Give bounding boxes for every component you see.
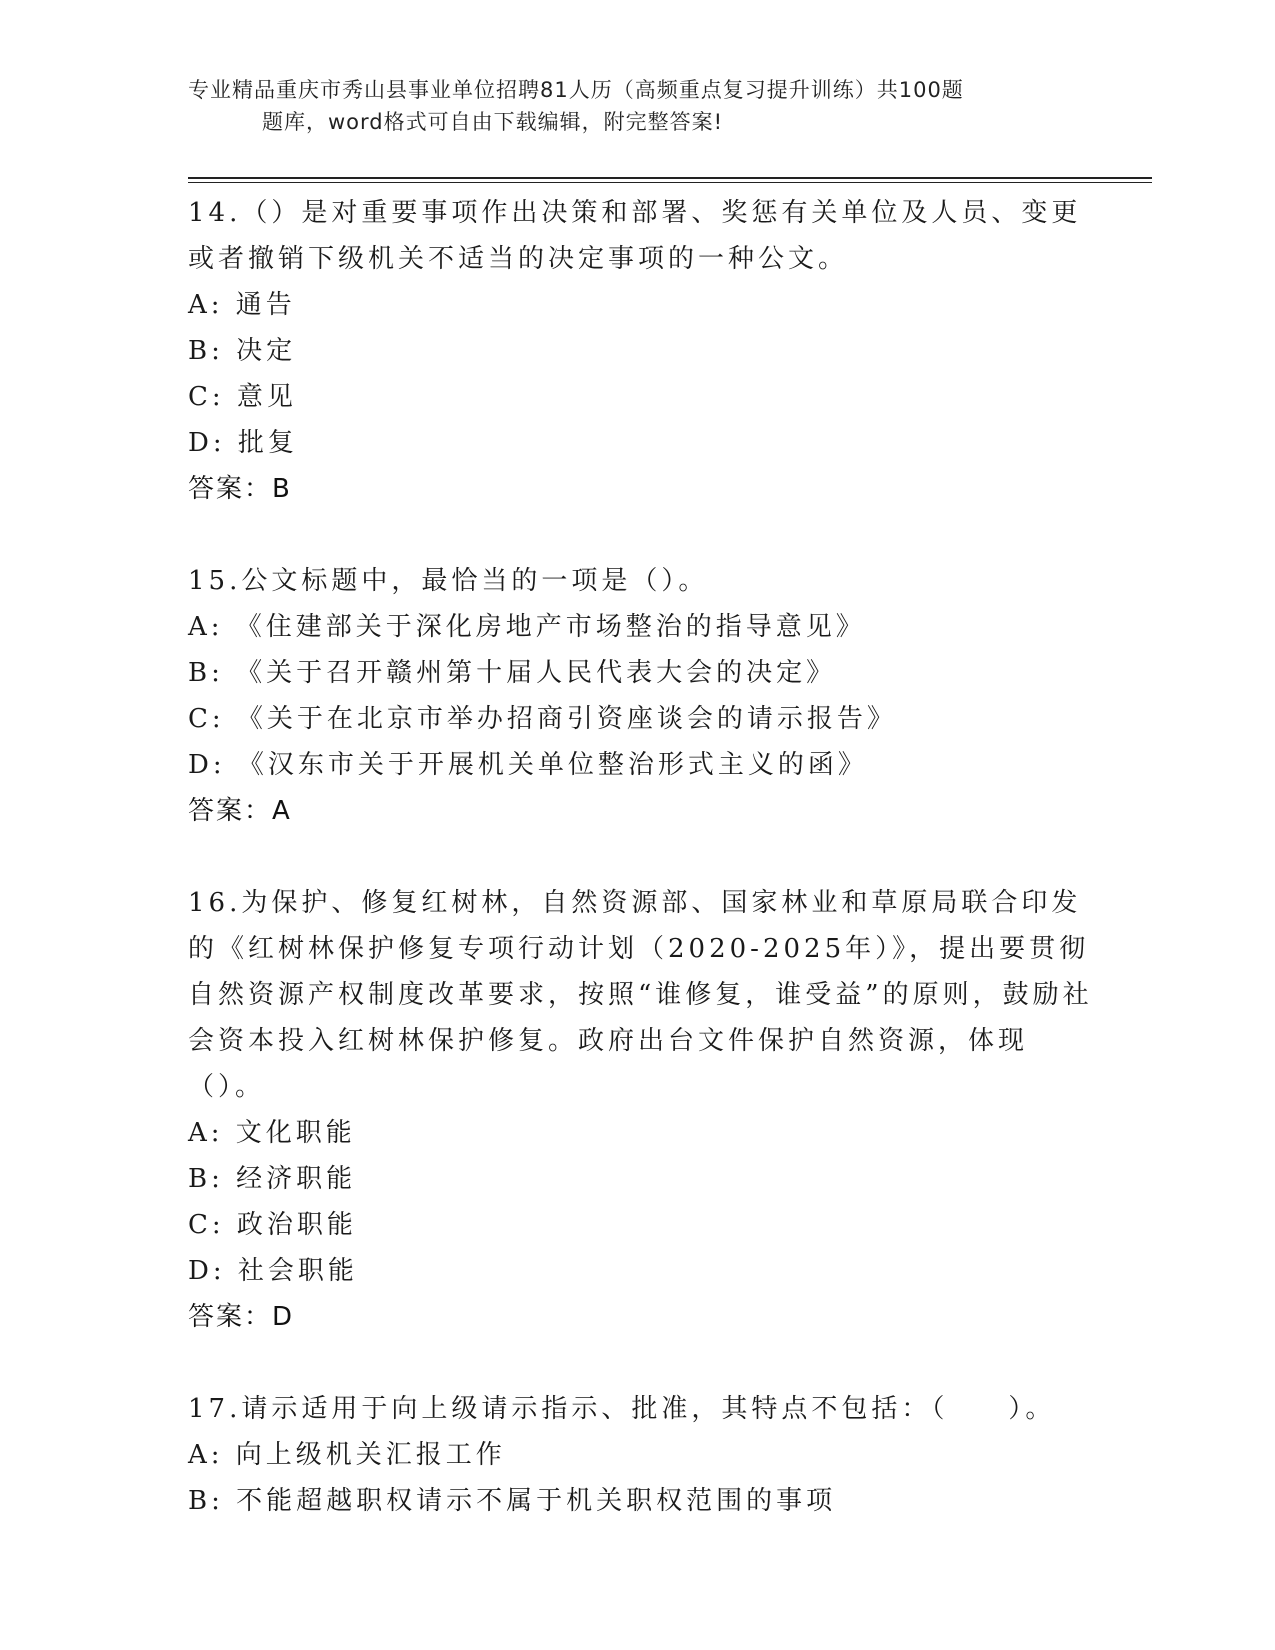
header-title-line2: 题库，word格式可自由下载编辑，附完整答案! [262, 110, 724, 134]
option-a: A: 向上级机关汇报工作 [188, 1440, 506, 1470]
question-16 [188, 880, 1098, 1340]
question-17 [188, 1386, 1098, 1524]
question-stem: 17.请示适用于向上级请示指示、批准，其特点不包括：（ ）。 [188, 1394, 1056, 1424]
option-b: B: 不能超越职权请示不属于机关职权范围的事项 [188, 1486, 837, 1516]
option-a: A: 通告 [188, 290, 296, 320]
document-header [188, 74, 1088, 138]
option-c: C: 政治职能 [188, 1210, 357, 1240]
option-c: C: 意见 [188, 382, 297, 412]
question-stem: 16.为保护、修复红树林，自然资源部、国家林业和草原局联合印发的《红树林保护修复专项行动计划（2020-2025年）》，提出要贯彻自然资源产权制度改革要求，按照“谁修复，谁受益”的原则，鼓励社会资本投入红树林保护修复。政府出台文件保护自然资源，体现（）。 [188, 888, 1093, 1102]
option-b: B: 《关于召开赣州第十届人民代表大会的决定》 [188, 658, 837, 688]
option-d: D: 《汉东市关于开展机关单位整治形式主义的函》 [188, 750, 868, 780]
option-c: C: 《关于在北京市举办招商引资座谈会的请示报告》 [188, 704, 897, 734]
header-rule-thin [188, 182, 1152, 183]
question-14 [188, 190, 1098, 512]
question-stem: 14.（）是对重要事项作出决策和部署、奖惩有关单位及人员、变更或者撤销下级机关不适当的决定事项的一种公文。 [188, 198, 1082, 274]
question-stem: 15.公文标题中，最恰当的一项是（）。 [188, 566, 709, 596]
header-rule-thick [188, 177, 1152, 179]
answer-line: 答案：A [188, 796, 292, 826]
option-d: D: 批复 [188, 428, 298, 458]
option-a: A: 《住建部关于深化房地产市场整治的指导意见》 [188, 612, 866, 642]
question-15 [188, 558, 1098, 834]
option-d: D: 社会职能 [188, 1256, 358, 1286]
answer-line: 答案：B [188, 474, 292, 504]
question-list [188, 190, 1098, 1570]
answer-line: 答案：D [188, 1302, 295, 1332]
option-b: B: 经济职能 [188, 1164, 357, 1194]
option-a: A: 文化职能 [188, 1118, 356, 1148]
header-title-line1: 专业精品重庆市秀山县事业单位招聘81人历（高频重点复习提升训练）共100题 [188, 78, 964, 102]
option-b: B: 决定 [188, 336, 297, 366]
